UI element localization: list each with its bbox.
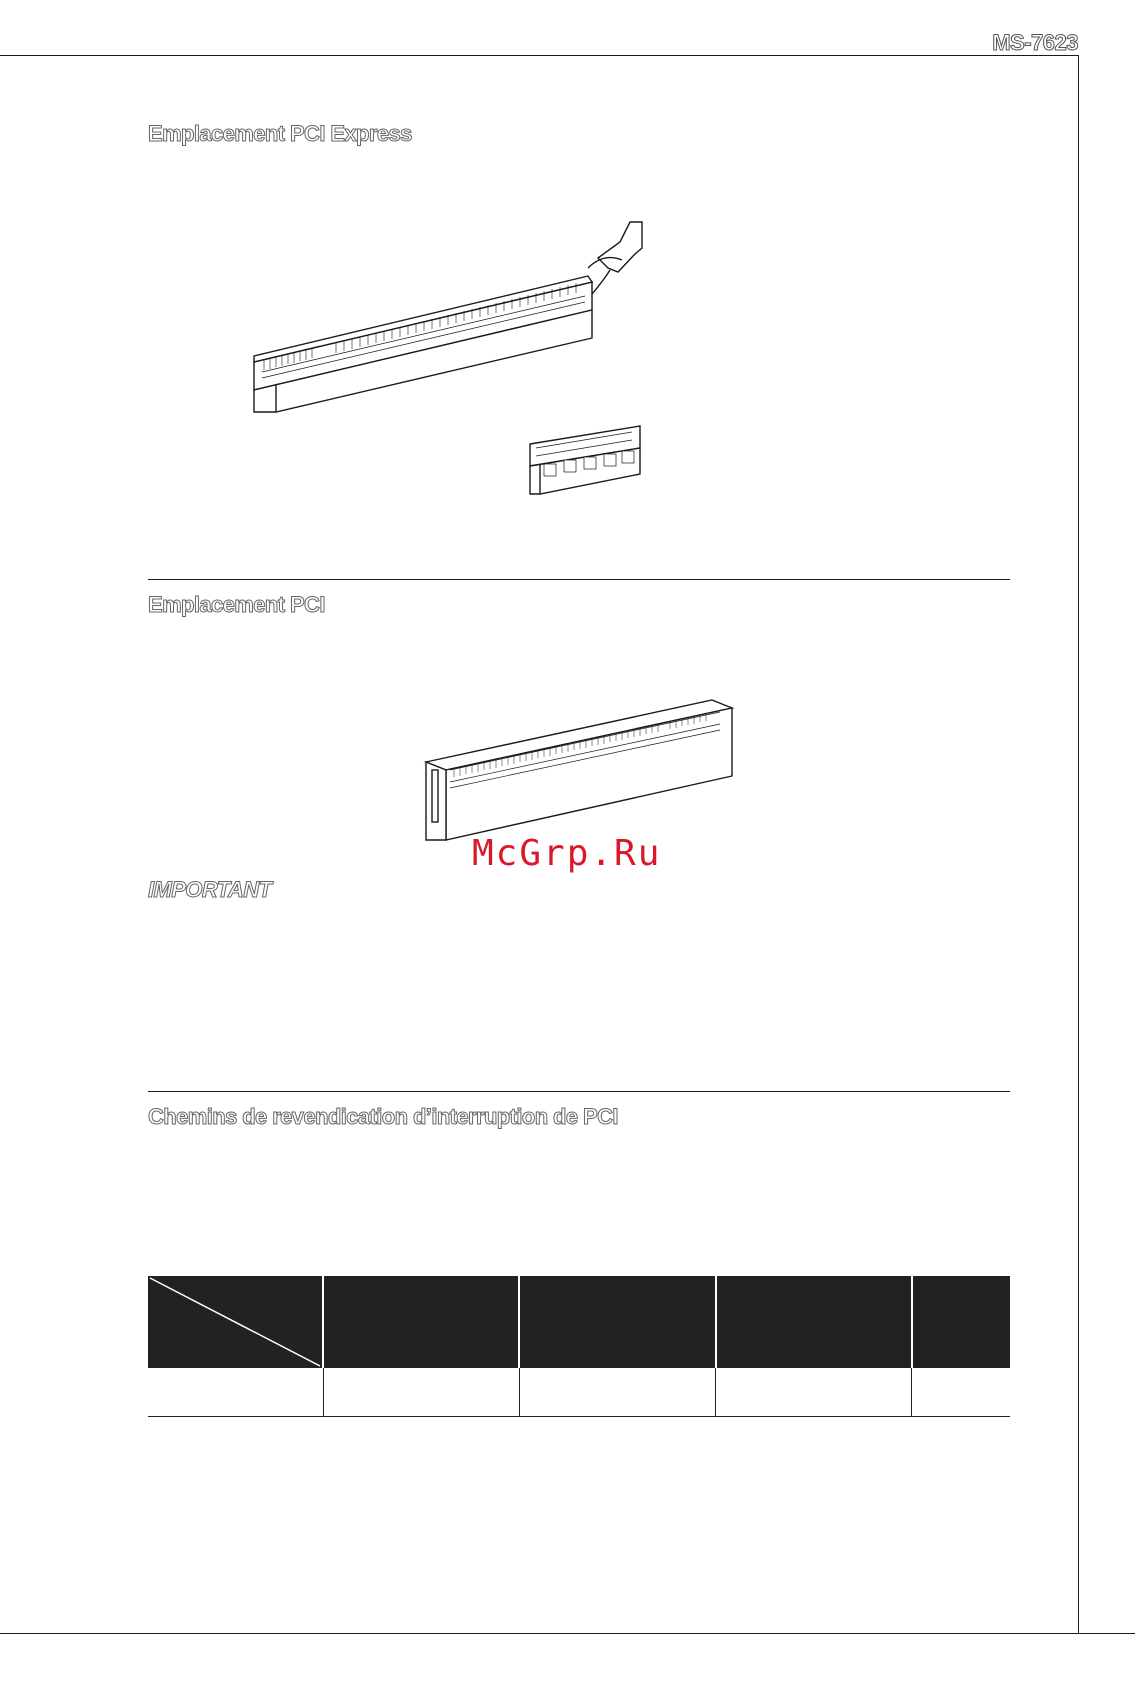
watermark: McGrp.Ru xyxy=(472,833,662,874)
table-cell xyxy=(519,1368,715,1417)
header-cell xyxy=(716,1276,912,1368)
header-cell xyxy=(519,1276,715,1368)
bottom-rule xyxy=(0,1633,1135,1634)
section-title-pcie: Emplacement PCI Express xyxy=(148,121,412,146)
table-cell xyxy=(148,1368,323,1417)
header-corner-cell xyxy=(148,1276,323,1368)
section-divider-2 xyxy=(148,1091,1010,1092)
section-title-pci: Emplacement PCI xyxy=(148,592,325,617)
right-border xyxy=(1078,55,1079,1633)
header-cell xyxy=(912,1276,1010,1368)
section-divider-1 xyxy=(148,579,1010,580)
table-cell xyxy=(912,1368,1010,1417)
important-label: IMPORTANT xyxy=(148,877,272,902)
model-number: MS-7623 xyxy=(992,30,1078,55)
top-rule xyxy=(0,55,1078,56)
pci-slot-illustration xyxy=(420,690,740,850)
pcie-x16-slot-illustration xyxy=(240,210,660,420)
irq-routing-table xyxy=(148,1276,1010,1417)
pcie-x1-slot-illustration xyxy=(522,420,642,500)
table-header-row xyxy=(148,1276,1010,1368)
section-title-irq: Chemins de revendication d’interruption de PCI xyxy=(148,1104,618,1129)
table-cell xyxy=(716,1368,912,1417)
header-cell xyxy=(323,1276,519,1368)
table-row xyxy=(148,1368,1010,1417)
table-cell xyxy=(323,1368,519,1417)
